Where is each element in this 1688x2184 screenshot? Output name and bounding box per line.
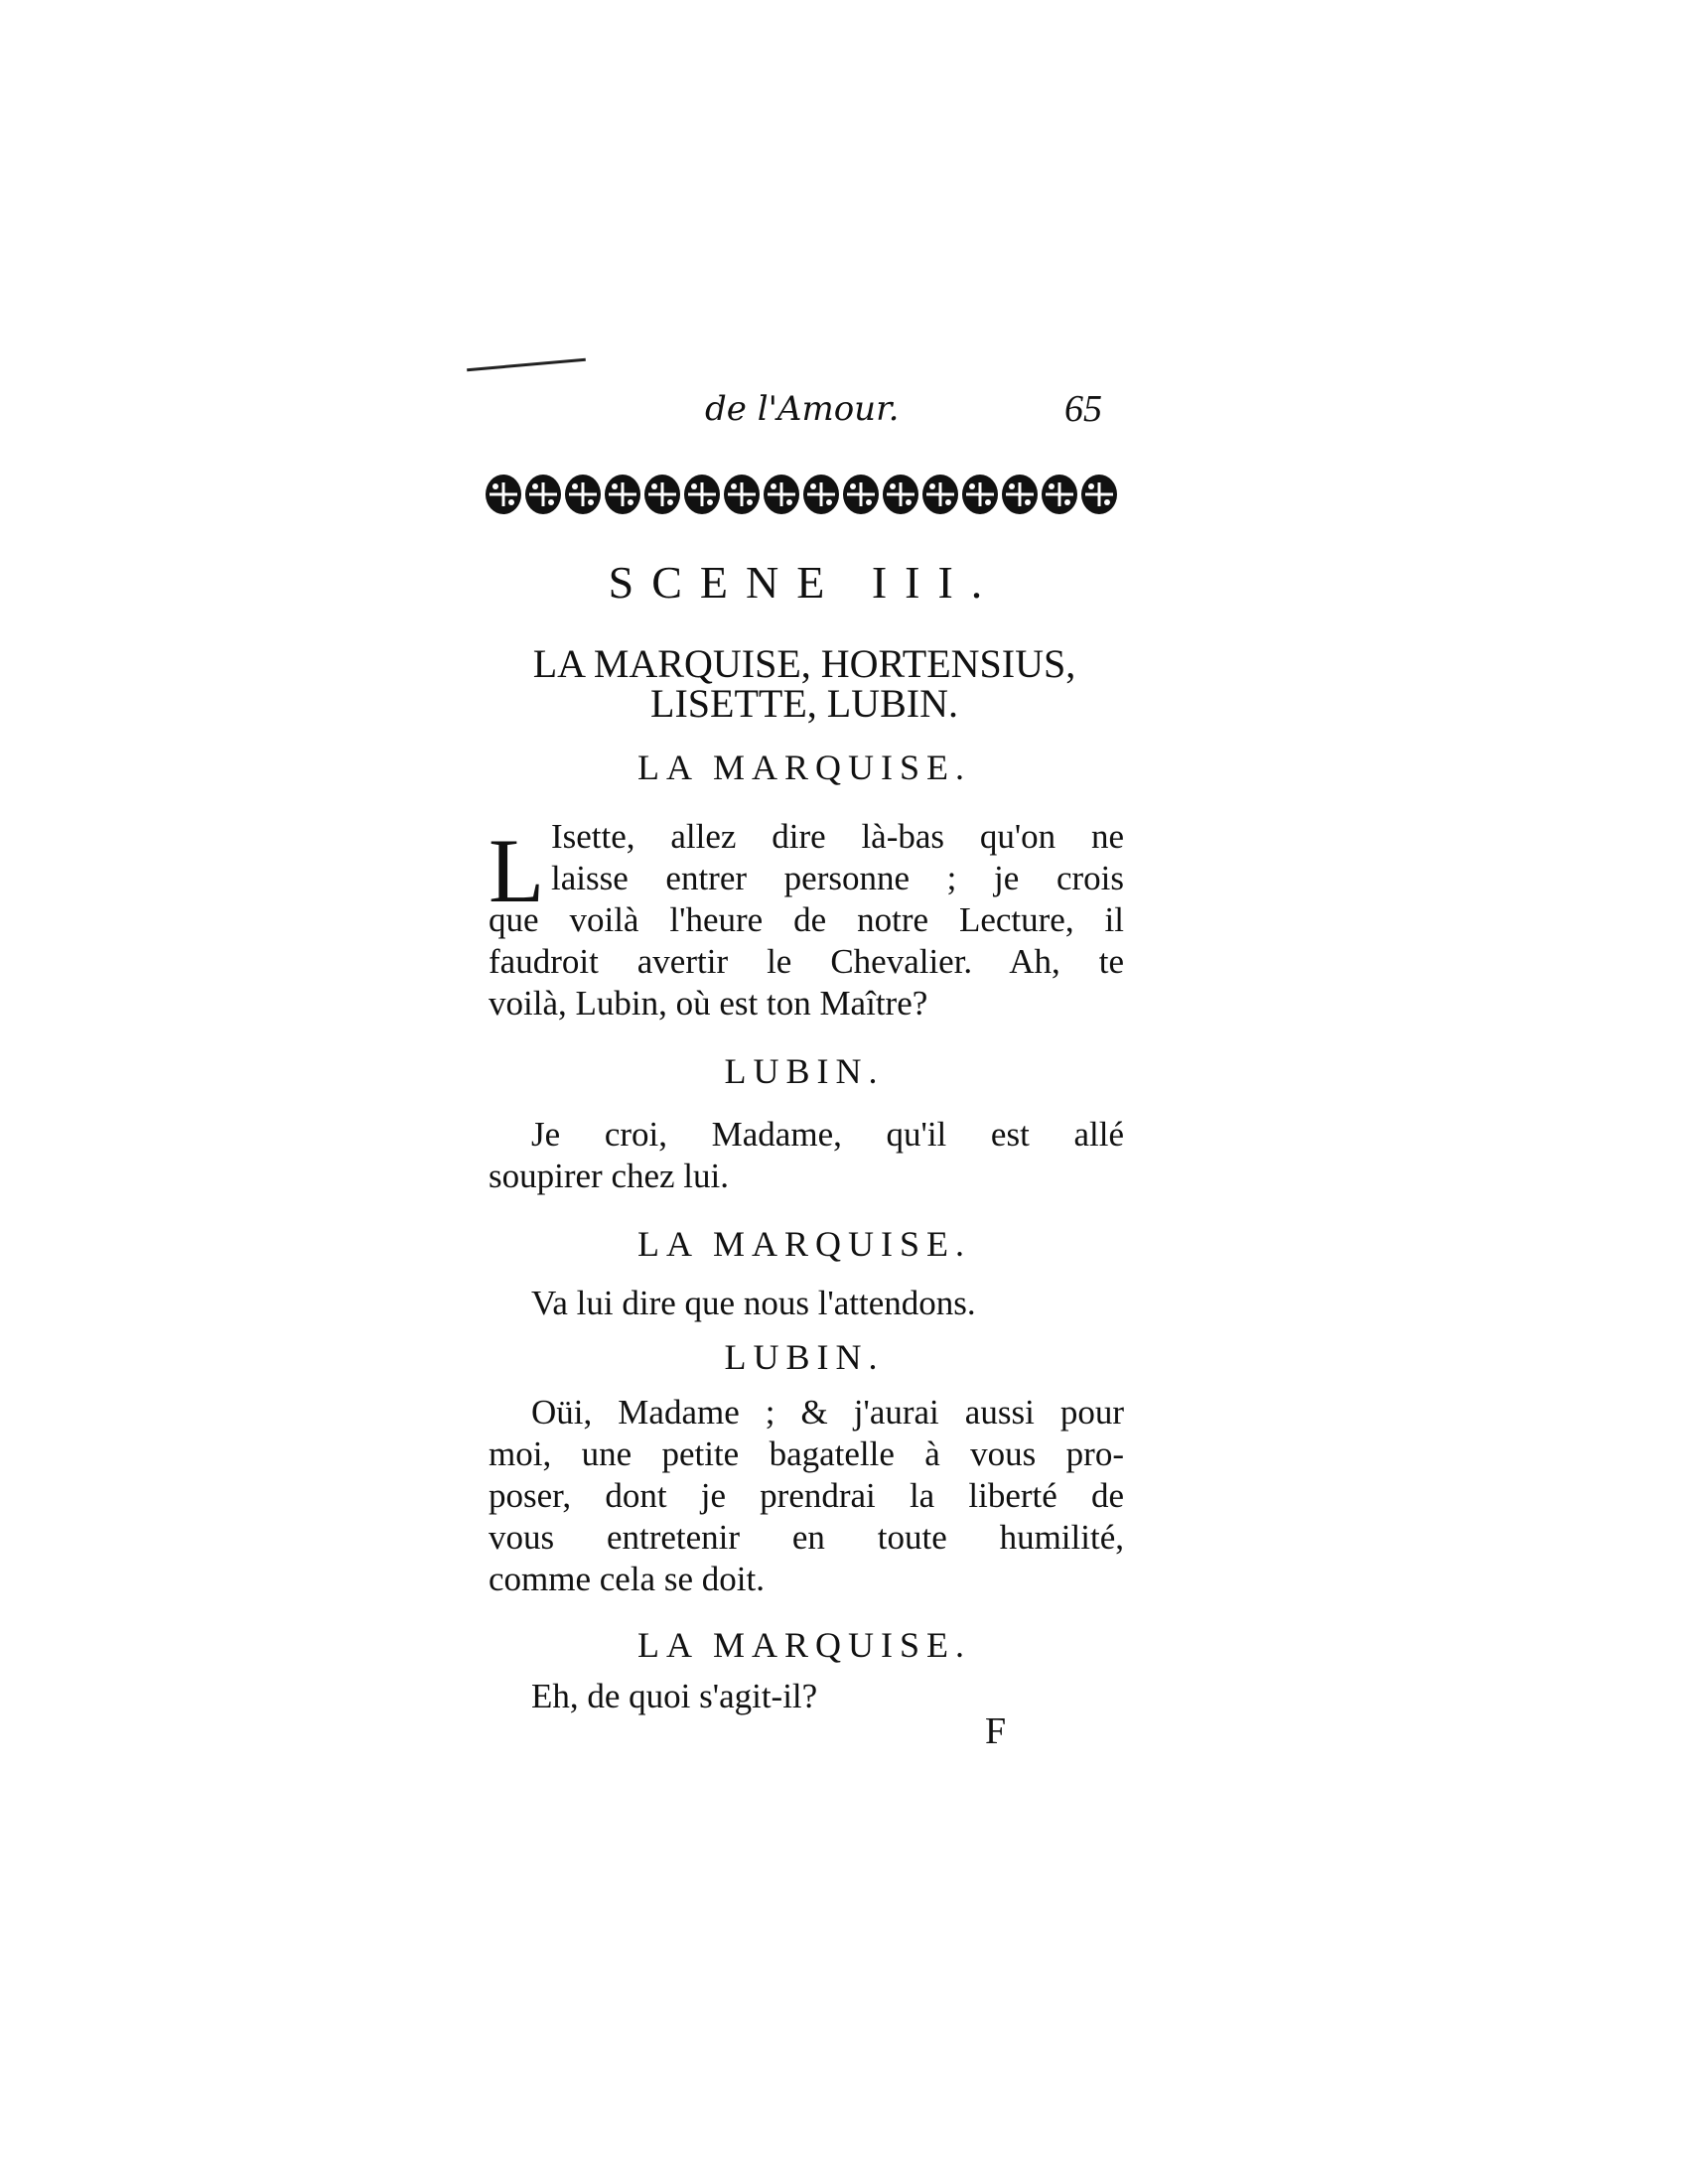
scene-title: SCENE III. [608,557,1001,608]
dialogue-line: faudroit avertir le Chevalier. Ah, te [489,942,1124,981]
characters-line-1: LA MARQUISE, HORTENSIUS, [532,641,1076,686]
running-head-title: de l'Amour. [705,389,900,429]
dialogue-line: voilà, Lubin, où est ton Maître? [489,984,928,1023]
signature-mark: F [985,1710,1007,1752]
dialogue-line: Va lui dire que nous l'attendons. [531,1284,976,1322]
dialogue-line: Isette, allez dire là-bas qu'on ne [551,817,1124,856]
dialogue-line: soupirer chez lui. [489,1157,729,1195]
dialogue-line: vous entretenir en toute humilité, [489,1518,1124,1557]
dialogue-line: Eh, de quoi s'agit-il? [531,1677,818,1715]
ornamental-border [484,471,1119,518]
speaker-heading: LUBIN. [724,1051,885,1091]
dialogue-line: moi, une petite bagatelle à vous pro- [489,1434,1124,1473]
speaker-heading: LA MARQUISE. [636,748,972,787]
ink-stroke [467,358,586,371]
page-number: 65 [1064,388,1102,430]
dialogue-line: comme cela se doit. [489,1560,765,1598]
speaker-heading: LA MARQUISE. [636,1224,972,1264]
dialogue-line: poser, dont je prendrai la liberté de [489,1476,1124,1515]
dialogue-line: Oüi, Madame ; & j'aurai aussi pour [531,1393,1124,1432]
drop-cap: L [489,820,545,921]
characters-line-2: LISETTE, LUBIN. [650,681,958,726]
speaker-heading: LUBIN. [724,1337,885,1377]
dialogue-line: que voilà l'heure de notre Lecture, il [489,900,1124,939]
dialogue-line: Je croi, Madame, qu'il est allé [531,1115,1124,1154]
speaker-heading: LA MARQUISE. [636,1625,972,1665]
dialogue-line: laisse entrer personne ; je crois [551,859,1124,897]
